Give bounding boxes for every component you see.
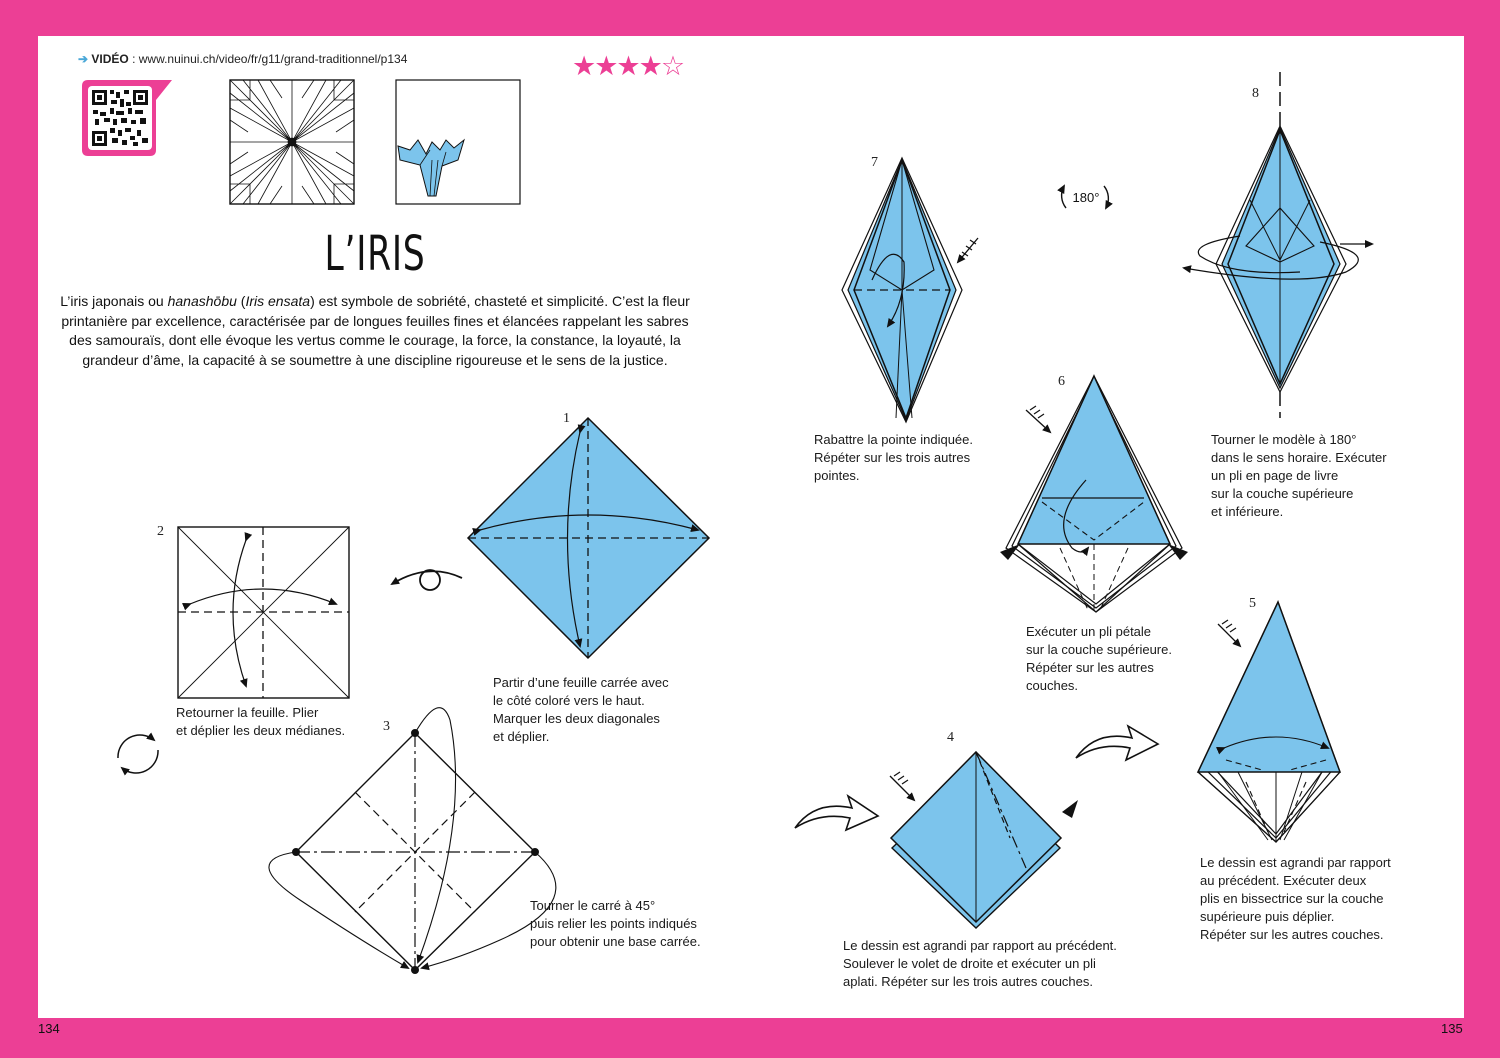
page-number-right: 135	[1441, 1021, 1463, 1036]
step-3-diagram	[269, 708, 556, 974]
difficulty-rating: ★★★★☆	[572, 51, 684, 81]
next-step-arrow	[795, 796, 878, 830]
step-8-number: 8	[1252, 86, 1259, 101]
step-2-caption: Retourner la feuille. Plier et déplier les deux médianes.	[176, 705, 346, 738]
page-title: L’IRIS	[324, 226, 426, 282]
rotate-symbol	[118, 735, 158, 773]
next-step-arrow	[1076, 726, 1158, 760]
video-url: : www.nuinui.ch/video/fr/g11/grand-traditionnel/p134	[128, 52, 408, 66]
step-3-number: 3	[383, 719, 390, 734]
step-7-caption: Rabattre la pointe indiquée. Répéter sur les trois autres pointes.	[814, 432, 974, 483]
intro-paragraph: L’iris japonais ou hanashōbu (Iris ensata) est symbole de sobriété, chasteté et simplicité. C’est la fleur printanière par excellence, caractérisée par de longues feuilles fines et élancées rappelant les sabres des samouraïs, dont elle évoque les vertus comme le courage, la force, la constance, la loyauté, la grandeur d’âme, la capacité à se soumettre à une discipline rigoureuse et le sens de la justice.	[60, 293, 690, 368]
step-5-diagram	[1198, 602, 1340, 842]
rotate-180-icon	[1062, 186, 1109, 208]
step-4-caption: Le dessin est agrandi par rapport au précédent. Soulever le volet de droite et exécuter un pli aplati. Répéter sur les trois autres couches.	[843, 938, 1117, 989]
step-4-number: 4	[947, 730, 954, 745]
step-6-number: 6	[1058, 374, 1065, 389]
step-2-number: 2	[157, 524, 164, 539]
step-3-caption: Tourner le carré à 45° puis relier les points indiqués pour obtenir une base carrée.	[530, 898, 701, 949]
crease-pattern-thumbnail	[230, 80, 354, 204]
page-number-left: 134	[38, 1021, 60, 1036]
step-7-diagram	[842, 158, 978, 422]
rotate-180-label: 180°	[1072, 190, 1100, 205]
video-arrow-icon: ➔	[78, 52, 89, 66]
step-6-caption: Exécuter un pli pétale sur la couche supérieure. Répéter sur les autres couches.	[1026, 624, 1172, 693]
step-1-diagram	[468, 418, 709, 658]
finished-iris-thumbnail	[396, 80, 520, 204]
turn-over-symbol	[392, 570, 462, 590]
step-8-diagram	[1184, 72, 1372, 418]
step-5-caption: Le dessin est agrandi par rapport au précédent. Exécuter deux plis en bissectrice sur la couche supérieure puis déplier. Répéter sur les autres couches.	[1200, 855, 1391, 942]
step-4-diagram	[890, 752, 1078, 928]
step-2-diagram	[178, 527, 349, 698]
step-1-number: 1	[563, 411, 570, 426]
step-6-diagram	[1000, 376, 1188, 612]
step-1-caption: Partir d’une feuille carrée avec le côté coloré vers le haut. Marquer les deux diagonales et déplier.	[493, 675, 669, 744]
step-5-number: 5	[1249, 596, 1256, 611]
video-label: VIDÉO	[91, 52, 129, 66]
step-8-caption: Tourner le modèle à 180° dans le sens horaire. Exécuter un pli en page de livre sur la couche supérieure et inférieure.	[1211, 432, 1387, 519]
step-7-number: 7	[871, 155, 878, 170]
qr-code-icon[interactable]	[82, 80, 172, 156]
